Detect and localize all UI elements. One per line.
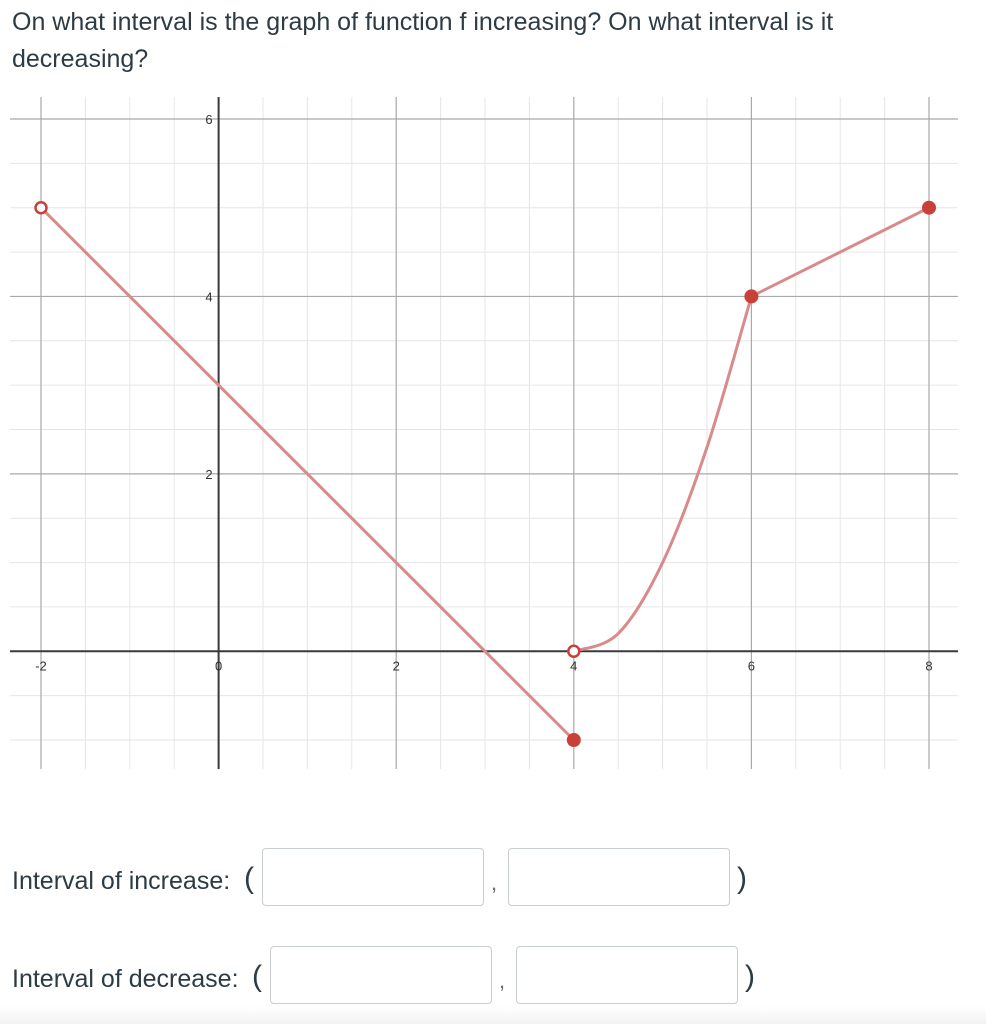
- closed-endpoint: [745, 290, 758, 303]
- decrease-end-input[interactable]: [516, 946, 738, 1004]
- question-text: On what interval is the graph of function f increasing? On what interval is it decreasing?: [12, 8, 834, 73]
- x-tick-label: 8: [925, 658, 933, 674]
- y-tick-label: 6: [205, 112, 213, 127]
- x-tick-label: 4: [570, 658, 578, 674]
- y-tick-label: 4: [205, 289, 213, 305]
- closed-endpoint: [923, 201, 936, 214]
- increase-answer-row: [12, 848, 982, 912]
- increase-start-input[interactable]: [262, 848, 484, 906]
- x-tick-label: 2: [392, 658, 400, 674]
- y-tick-label: 2: [205, 466, 213, 482]
- decrease-label: Interval of decrease:: [12, 965, 239, 993]
- increase-end-input[interactable]: [508, 848, 730, 906]
- decrease-comma: ,: [499, 968, 506, 993]
- increase-comma: ,: [491, 870, 498, 895]
- x-tick-label: 0: [214, 658, 223, 674]
- increase-label: Interval of increase:: [12, 867, 231, 895]
- closed-endpoint: [567, 734, 580, 747]
- decrease-answer-row: [12, 946, 982, 1010]
- decrease-start-input[interactable]: [270, 946, 492, 1004]
- decrease-open-paren: (: [252, 960, 262, 993]
- open-endpoint: [36, 202, 47, 213]
- page-bottom-shade: [0, 1006, 986, 1024]
- increase-open-paren: (: [244, 862, 254, 895]
- increase-close-paren: ): [737, 862, 747, 895]
- x-tick-label: 6: [747, 658, 756, 674]
- decrease-close-paren: ): [745, 960, 755, 993]
- open-endpoint: [568, 646, 579, 657]
- x-tick-label: -2: [35, 658, 47, 674]
